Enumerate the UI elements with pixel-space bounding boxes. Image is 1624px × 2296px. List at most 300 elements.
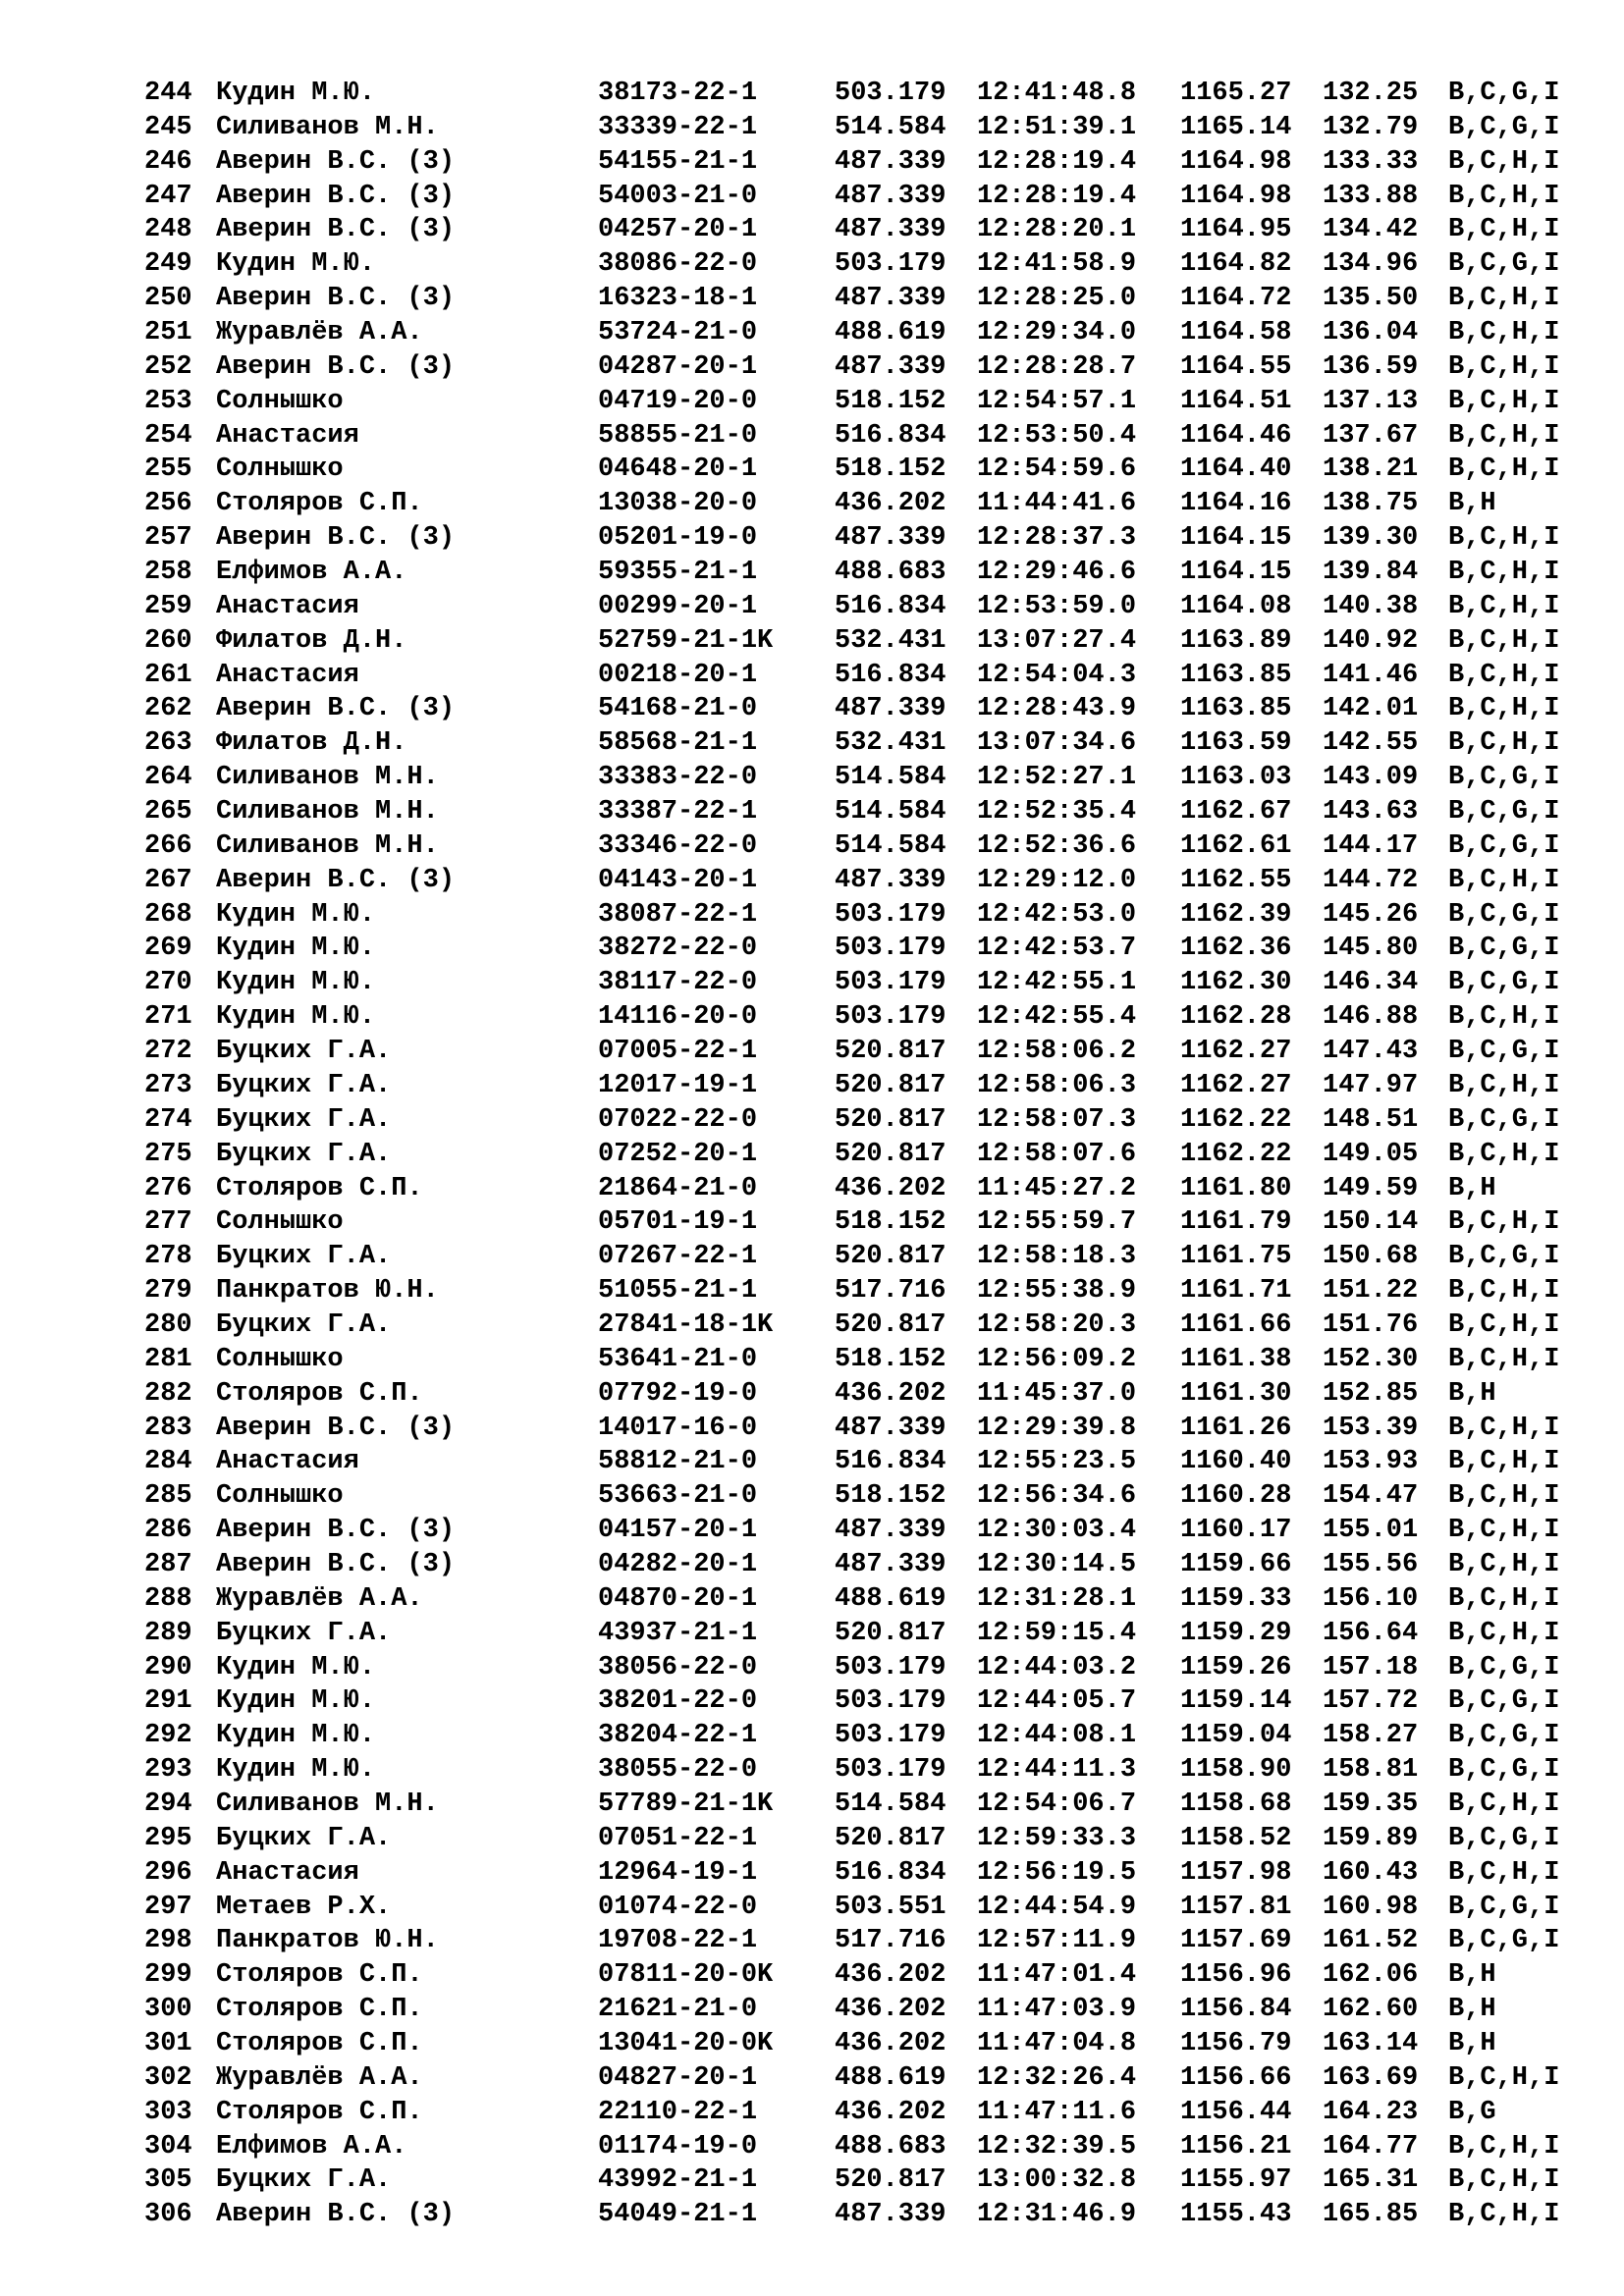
score-value: 1162.22 [1180, 1104, 1292, 1135]
distance-value: 159.89 [1323, 1823, 1419, 1853]
distance-value: 140.92 [1323, 625, 1419, 656]
flags-value: B,C,H,I [1448, 1516, 1560, 1546]
flags-value: B,H [1448, 2028, 1496, 2058]
distance-value: 136.04 [1323, 318, 1419, 348]
row-number: 265 [144, 797, 192, 828]
record-id: 57789-21-1K [598, 1789, 774, 1819]
time-value: 12:52:36.6 [977, 830, 1137, 861]
distance-value: 157.72 [1323, 1686, 1419, 1717]
score-value: 1156.96 [1180, 1960, 1292, 1991]
flags-value: B,C,H,I [1448, 523, 1560, 554]
frequency-value: 520.817 [835, 1070, 947, 1100]
record-id: 00299-20-1 [598, 591, 758, 621]
record-id: 33339-22-1 [598, 112, 758, 142]
flags-value: B,C,G,I [1448, 934, 1560, 964]
frequency-value: 516.834 [835, 591, 947, 621]
time-value: 12:58:06.2 [977, 1037, 1137, 1067]
time-value: 12:31:28.1 [977, 1583, 1137, 1614]
participant-name: Кудин М.Ю. [216, 1686, 376, 1717]
flags-value: B,C,H,I [1448, 386, 1560, 416]
row-number: 272 [144, 1037, 192, 1067]
record-id: 19708-22-1 [598, 1926, 758, 1956]
score-value: 1161.75 [1180, 1242, 1292, 1272]
participant-name: Кудин М.Ю. [216, 79, 376, 108]
score-value: 1159.66 [1180, 1549, 1292, 1579]
row-number: 298 [144, 1926, 192, 1956]
frequency-value: 488.683 [835, 2131, 947, 2162]
frequency-value: 503.179 [835, 1686, 947, 1717]
flags-value: B,C,G,I [1448, 1242, 1560, 1272]
row-number: 304 [144, 2131, 192, 2162]
row-number: 290 [144, 1652, 192, 1682]
participant-name: Солнышко [216, 1344, 344, 1374]
time-value: 12:41:48.8 [977, 79, 1137, 108]
row-number: 263 [144, 728, 192, 759]
score-value: 1163.89 [1180, 625, 1292, 656]
record-id: 14017-16-0 [598, 1413, 758, 1443]
frequency-value: 518.152 [835, 454, 947, 485]
participant-name: Аверин В.С. (3) [216, 284, 456, 314]
time-value: 12:44:05.7 [977, 1686, 1137, 1717]
distance-value: 147.97 [1323, 1070, 1419, 1100]
distance-value: 160.43 [1323, 1857, 1419, 1888]
row-number: 267 [144, 865, 192, 895]
frequency-value: 518.152 [835, 1207, 947, 1238]
distance-value: 163.69 [1323, 2062, 1419, 2093]
record-id: 38272-22-0 [598, 934, 758, 964]
flags-value: B,C,G,I [1448, 1823, 1560, 1853]
frequency-value: 514.584 [835, 112, 947, 142]
frequency-value: 487.339 [835, 2200, 947, 2230]
flags-value: B,C,H,I [1448, 146, 1560, 177]
time-value: 12:29:46.6 [977, 558, 1137, 588]
row-number: 306 [144, 2200, 192, 2230]
frequency-value: 488.619 [835, 1583, 947, 1614]
score-value: 1164.55 [1180, 351, 1292, 382]
time-value: 12:42:53.0 [977, 899, 1137, 930]
score-value: 1157.69 [1180, 1926, 1292, 1956]
flags-value: B,C,H,I [1448, 865, 1560, 895]
participant-name: Журавлёв А.А. [216, 1583, 423, 1614]
time-value: 12:42:55.4 [977, 1002, 1137, 1033]
participant-name: Анастасия [216, 1447, 359, 1477]
distance-value: 133.33 [1323, 146, 1419, 177]
score-value: 1156.21 [1180, 2131, 1292, 2162]
record-id: 38087-22-1 [598, 899, 758, 930]
score-value: 1159.26 [1180, 1652, 1292, 1682]
participant-name: Кудин М.Ю. [216, 1652, 376, 1682]
record-id: 05701-19-1 [598, 1207, 758, 1238]
row-number: 268 [144, 899, 192, 930]
record-id: 58568-21-1 [598, 728, 758, 759]
distance-value: 144.72 [1323, 865, 1419, 895]
row-number: 305 [144, 2165, 192, 2196]
record-id: 58812-21-0 [598, 1447, 758, 1477]
distance-value: 149.59 [1323, 1173, 1419, 1203]
distance-value: 161.52 [1323, 1926, 1419, 1956]
flags-value: B,C,H,I [1448, 660, 1560, 690]
flags-value: B,H [1448, 1173, 1496, 1203]
distance-value: 139.30 [1323, 523, 1419, 554]
score-value: 1160.17 [1180, 1516, 1292, 1546]
score-value: 1163.03 [1180, 763, 1292, 793]
distance-value: 146.34 [1323, 968, 1419, 998]
record-id: 43992-21-1 [598, 2165, 758, 2196]
record-id: 38204-22-1 [598, 1721, 758, 1751]
flags-value: B,C,H,I [1448, 2062, 1560, 2093]
participant-name: Филатов Д.Н. [216, 728, 407, 759]
record-id: 04719-20-0 [598, 386, 758, 416]
record-id: 51055-21-1 [598, 1276, 758, 1307]
flags-value: B,C,H,I [1448, 215, 1560, 245]
score-value: 1160.40 [1180, 1447, 1292, 1477]
participant-name: Солнышко [216, 386, 344, 416]
score-value: 1165.27 [1180, 79, 1292, 108]
participant-name: Анастасия [216, 1857, 359, 1888]
time-value: 11:47:03.9 [977, 1995, 1137, 2025]
distance-value: 147.43 [1323, 1037, 1419, 1067]
frequency-value: 520.817 [835, 1618, 947, 1648]
time-value: 11:45:37.0 [977, 1378, 1137, 1409]
record-id: 04827-20-1 [598, 2062, 758, 2093]
score-value: 1162.39 [1180, 899, 1292, 930]
row-number: 280 [144, 1309, 192, 1340]
record-id: 38201-22-0 [598, 1686, 758, 1717]
participant-name: Буцких Г.А. [216, 1823, 392, 1853]
frequency-value: 516.834 [835, 420, 947, 451]
flags-value: B,C,H,I [1448, 625, 1560, 656]
frequency-value: 487.339 [835, 1413, 947, 1443]
row-number: 279 [144, 1276, 192, 1307]
score-value: 1155.97 [1180, 2165, 1292, 2196]
flags-value: B,C,H,I [1448, 1447, 1560, 1477]
frequency-value: 514.584 [835, 797, 947, 828]
time-value: 12:59:15.4 [977, 1618, 1137, 1648]
time-value: 12:54:06.7 [977, 1789, 1137, 1819]
flags-value: B,C,G,I [1448, 830, 1560, 861]
distance-value: 132.79 [1323, 112, 1419, 142]
record-id: 07811-20-0K [598, 1960, 774, 1991]
participant-name: Солнышко [216, 454, 344, 485]
record-id: 12017-19-1 [598, 1070, 758, 1100]
time-value: 12:54:57.1 [977, 386, 1137, 416]
row-number: 281 [144, 1344, 192, 1374]
flags-value: B,H [1448, 1378, 1496, 1409]
time-value: 12:56:19.5 [977, 1857, 1137, 1888]
record-id: 07792-19-0 [598, 1378, 758, 1409]
frequency-value: 436.202 [835, 2097, 947, 2127]
frequency-value: 518.152 [835, 386, 947, 416]
participant-name: Кудин М.Ю. [216, 1721, 376, 1751]
score-value: 1162.27 [1180, 1037, 1292, 1067]
flags-value: B,C,G,I [1448, 899, 1560, 930]
participant-name: Аверин В.С. (3) [216, 1516, 456, 1546]
time-value: 12:58:20.3 [977, 1309, 1137, 1340]
frequency-value: 503.179 [835, 1002, 947, 1033]
frequency-value: 503.179 [835, 968, 947, 998]
record-id: 38117-22-0 [598, 968, 758, 998]
participant-name: Елфимов А.А. [216, 2131, 407, 2162]
score-value: 1157.98 [1180, 1857, 1292, 1888]
row-number: 264 [144, 763, 192, 793]
row-number: 249 [144, 249, 192, 280]
record-id: 13038-20-0 [598, 489, 758, 519]
frequency-value: 520.817 [835, 1139, 947, 1169]
participant-name: Аверин В.С. (3) [216, 215, 456, 245]
distance-value: 164.23 [1323, 2097, 1419, 2127]
distance-value: 136.59 [1323, 351, 1419, 382]
participant-name: Столяров С.П. [216, 2097, 423, 2127]
participant-name: Буцких Г.А. [216, 1309, 392, 1340]
distance-value: 134.42 [1323, 215, 1419, 245]
score-value: 1164.98 [1180, 146, 1292, 177]
record-id: 38055-22-0 [598, 1755, 758, 1786]
time-value: 12:52:27.1 [977, 763, 1137, 793]
time-value: 12:52:35.4 [977, 797, 1137, 828]
row-number: 245 [144, 112, 192, 142]
time-value: 12:54:59.6 [977, 454, 1137, 485]
distance-value: 145.80 [1323, 934, 1419, 964]
record-id: 54003-21-0 [598, 181, 758, 211]
flags-value: B,C,G,I [1448, 1686, 1560, 1717]
distance-value: 165.31 [1323, 2165, 1419, 2196]
flags-value: B,C,H,I [1448, 1276, 1560, 1307]
frequency-value: 503.179 [835, 1721, 947, 1751]
flags-value: B,H [1448, 1995, 1496, 2025]
distance-value: 150.14 [1323, 1207, 1419, 1238]
distance-value: 156.10 [1323, 1583, 1419, 1614]
record-id: 53663-21-0 [598, 1481, 758, 1512]
distance-value: 141.46 [1323, 660, 1419, 690]
frequency-value: 487.339 [835, 181, 947, 211]
score-value: 1158.52 [1180, 1823, 1292, 1853]
record-id: 01174-19-0 [598, 2131, 758, 2162]
participant-name: Аверин В.С. (3) [216, 694, 456, 724]
score-value: 1161.80 [1180, 1173, 1292, 1203]
record-id: 01074-22-0 [598, 1892, 758, 1922]
flags-value: B,H [1448, 489, 1496, 519]
frequency-value: 436.202 [835, 1173, 947, 1203]
flags-value: B,C,H,I [1448, 454, 1560, 485]
frequency-value: 520.817 [835, 2165, 947, 2196]
distance-value: 142.01 [1323, 694, 1419, 724]
record-id: 07051-22-1 [598, 1823, 758, 1853]
flags-value: B,C,H,I [1448, 2200, 1560, 2230]
time-value: 12:32:39.5 [977, 2131, 1137, 2162]
participant-name: Столяров С.П. [216, 1995, 423, 2025]
time-value: 13:07:27.4 [977, 625, 1137, 656]
row-number: 246 [144, 146, 192, 177]
score-value: 1162.30 [1180, 968, 1292, 998]
time-value: 12:58:06.3 [977, 1070, 1137, 1100]
score-value: 1159.33 [1180, 1583, 1292, 1614]
flags-value: B,C,G,I [1448, 112, 1560, 142]
frequency-value: 487.339 [835, 215, 947, 245]
time-value: 12:32:26.4 [977, 2062, 1137, 2093]
participant-name: Панкратов Ю.Н. [216, 1926, 439, 1956]
frequency-value: 520.817 [835, 1037, 947, 1067]
time-value: 13:00:32.8 [977, 2165, 1137, 2196]
participant-name: Кудин М.Ю. [216, 934, 376, 964]
distance-value: 149.05 [1323, 1139, 1419, 1169]
score-value: 1162.67 [1180, 797, 1292, 828]
flags-value: B,C,H,I [1448, 1549, 1560, 1579]
time-value: 12:54:04.3 [977, 660, 1137, 690]
distance-value: 138.21 [1323, 454, 1419, 485]
participant-name: Буцких Г.А. [216, 1070, 392, 1100]
flags-value: B,C,G,I [1448, 1652, 1560, 1682]
participant-name: Анастасия [216, 420, 359, 451]
flags-value: B,C,G,I [1448, 249, 1560, 280]
time-value: 12:55:59.7 [977, 1207, 1137, 1238]
time-value: 12:53:59.0 [977, 591, 1137, 621]
participant-name: Столяров С.П. [216, 2028, 423, 2058]
record-id: 27841-18-1K [598, 1309, 774, 1340]
score-value: 1161.66 [1180, 1309, 1292, 1340]
distance-value: 164.77 [1323, 2131, 1419, 2162]
score-value: 1158.90 [1180, 1755, 1292, 1786]
participant-name: Кудин М.Ю. [216, 249, 376, 280]
time-value: 12:29:34.0 [977, 318, 1137, 348]
distance-value: 135.50 [1323, 284, 1419, 314]
frequency-value: 520.817 [835, 1309, 947, 1340]
score-value: 1164.46 [1180, 420, 1292, 451]
frequency-value: 517.716 [835, 1926, 947, 1956]
participant-name: Панкратов Ю.Н. [216, 1276, 439, 1307]
participant-name: Журавлёв А.А. [216, 318, 423, 348]
time-value: 12:51:39.1 [977, 112, 1137, 142]
time-value: 12:53:50.4 [977, 420, 1137, 451]
record-id: 38173-22-1 [598, 79, 758, 108]
score-value: 1164.08 [1180, 591, 1292, 621]
score-value: 1164.16 [1180, 489, 1292, 519]
time-value: 12:44:08.1 [977, 1721, 1137, 1751]
row-number: 257 [144, 523, 192, 554]
frequency-value: 503.551 [835, 1892, 947, 1922]
score-value: 1156.79 [1180, 2028, 1292, 2058]
row-number: 283 [144, 1413, 192, 1443]
distance-value: 152.30 [1323, 1344, 1419, 1374]
participant-name: Журавлёв А.А. [216, 2062, 423, 2093]
time-value: 12:29:39.8 [977, 1413, 1137, 1443]
score-value: 1159.04 [1180, 1721, 1292, 1751]
score-value: 1164.82 [1180, 249, 1292, 280]
row-number: 286 [144, 1516, 192, 1546]
frequency-value: 488.619 [835, 318, 947, 348]
distance-value: 153.93 [1323, 1447, 1419, 1477]
flags-value: B,C,H,I [1448, 728, 1560, 759]
record-id: 54155-21-1 [598, 146, 758, 177]
time-value: 12:28:37.3 [977, 523, 1137, 554]
time-value: 12:55:23.5 [977, 1447, 1137, 1477]
frequency-value: 487.339 [835, 865, 947, 895]
participant-name: Столяров С.П. [216, 1173, 423, 1203]
participant-name: Анастасия [216, 660, 359, 690]
score-value: 1159.14 [1180, 1686, 1292, 1717]
score-value: 1161.38 [1180, 1344, 1292, 1374]
score-value: 1159.29 [1180, 1618, 1292, 1648]
time-value: 12:58:07.3 [977, 1104, 1137, 1135]
participant-name: Буцких Г.А. [216, 2165, 392, 2196]
row-number: 258 [144, 558, 192, 588]
time-value: 11:47:11.6 [977, 2097, 1137, 2127]
flags-value: B,G [1448, 2097, 1496, 2127]
frequency-value: 487.339 [835, 1516, 947, 1546]
time-value: 12:41:58.9 [977, 249, 1137, 280]
row-number: 288 [144, 1583, 192, 1614]
distance-value: 150.68 [1323, 1242, 1419, 1272]
record-id: 04282-20-1 [598, 1549, 758, 1579]
record-id: 12964-19-1 [598, 1857, 758, 1888]
frequency-value: 503.179 [835, 1755, 947, 1786]
row-number: 260 [144, 625, 192, 656]
score-value: 1164.15 [1180, 558, 1292, 588]
frequency-value: 516.834 [835, 660, 947, 690]
record-id: 04870-20-1 [598, 1583, 758, 1614]
row-number: 303 [144, 2097, 192, 2127]
row-number: 289 [144, 1618, 192, 1648]
distance-value: 163.14 [1323, 2028, 1419, 2058]
participant-name: Буцких Г.А. [216, 1037, 392, 1067]
time-value: 12:29:12.0 [977, 865, 1137, 895]
flags-value: B,C,H,I [1448, 694, 1560, 724]
score-value: 1161.79 [1180, 1207, 1292, 1238]
record-id: 07252-20-1 [598, 1139, 758, 1169]
distance-value: 133.88 [1323, 181, 1419, 211]
participant-name: Силиванов М.Н. [216, 797, 439, 828]
flags-value: B,C,H,I [1448, 1413, 1560, 1443]
time-value: 11:47:04.8 [977, 2028, 1137, 2058]
flags-value: B,H [1448, 1960, 1496, 1991]
distance-value: 152.85 [1323, 1378, 1419, 1409]
participant-name: Солнышко [216, 1481, 344, 1512]
distance-value: 158.27 [1323, 1721, 1419, 1751]
frequency-value: 520.817 [835, 1823, 947, 1853]
frequency-value: 488.619 [835, 2062, 947, 2093]
row-number: 291 [144, 1686, 192, 1717]
flags-value: B,C,H,I [1448, 351, 1560, 382]
frequency-value: 436.202 [835, 1378, 947, 1409]
frequency-value: 503.179 [835, 79, 947, 108]
time-value: 12:56:34.6 [977, 1481, 1137, 1512]
row-number: 302 [144, 2062, 192, 2093]
distance-value: 134.96 [1323, 249, 1419, 280]
flags-value: B,C,G,I [1448, 797, 1560, 828]
flags-value: B,C,G,I [1448, 1037, 1560, 1067]
score-value: 1156.66 [1180, 2062, 1292, 2093]
frequency-value: 487.339 [835, 694, 947, 724]
frequency-value: 503.179 [835, 899, 947, 930]
flags-value: B,C,H,I [1448, 558, 1560, 588]
participant-name: Анастасия [216, 591, 359, 621]
distance-value: 157.18 [1323, 1652, 1419, 1682]
flags-value: B,C,G,I [1448, 1755, 1560, 1786]
record-id: 38086-22-0 [598, 249, 758, 280]
flags-value: B,C,H,I [1448, 1207, 1560, 1238]
distance-value: 160.98 [1323, 1892, 1419, 1922]
score-value: 1164.98 [1180, 181, 1292, 211]
frequency-value: 436.202 [835, 2028, 947, 2058]
record-id: 53641-21-0 [598, 1344, 758, 1374]
time-value: 12:30:03.4 [977, 1516, 1137, 1546]
record-id: 04257-20-1 [598, 215, 758, 245]
record-id: 13041-20-0K [598, 2028, 774, 2058]
participant-name: Буцких Г.А. [216, 1104, 392, 1135]
record-id: 00218-20-1 [598, 660, 758, 690]
row-number: 271 [144, 1002, 192, 1033]
record-id: 33383-22-0 [598, 763, 758, 793]
frequency-value: 514.584 [835, 1789, 947, 1819]
